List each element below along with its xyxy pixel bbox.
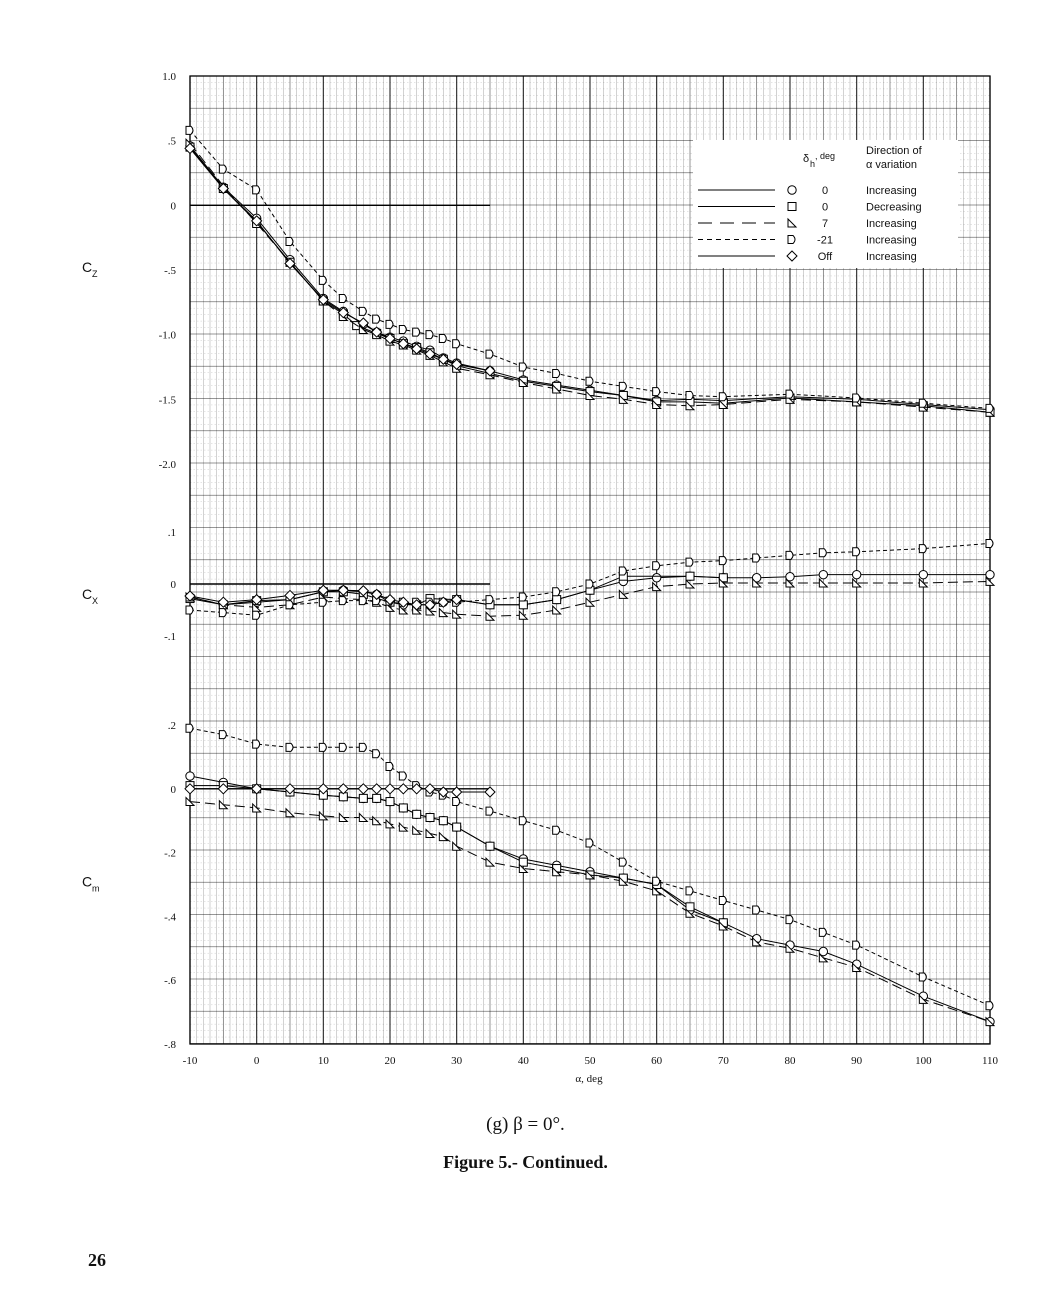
y-axis-label-subscript: X	[92, 596, 99, 606]
marker-flag	[486, 596, 493, 604]
marker-flag	[586, 580, 593, 588]
y-tick-label: -.4	[164, 911, 176, 924]
x-tick-label: 90	[851, 1055, 863, 1067]
marker-flag	[919, 399, 926, 407]
marker-flag	[986, 404, 993, 412]
x-tick-label: 60	[651, 1055, 663, 1067]
y-tick-label: -2.0	[158, 459, 176, 471]
y-axis-label: C	[82, 586, 93, 602]
marker-flag	[786, 916, 793, 924]
marker-flag	[339, 743, 346, 751]
marker-square	[686, 903, 694, 911]
y-tick-label: 1.0	[162, 71, 176, 83]
marker-flag	[653, 562, 660, 570]
marker-square	[686, 572, 694, 580]
marker-square	[359, 794, 367, 802]
marker-flag	[373, 315, 380, 323]
marker-flag	[286, 601, 293, 609]
marker-flag	[686, 391, 693, 399]
marker-flag	[686, 558, 693, 566]
x-tick-label: 110	[981, 1055, 999, 1067]
marker-flag	[219, 165, 226, 173]
marker-flag	[319, 276, 326, 284]
marker-flag	[453, 340, 460, 348]
marker-flag	[753, 906, 760, 914]
legend-dh-value: -21	[817, 234, 833, 247]
y-tick-label: -.6	[164, 975, 176, 988]
marker-flag	[373, 750, 380, 758]
marker-flag	[719, 557, 726, 565]
marker-square	[439, 817, 447, 825]
marker-flag	[486, 350, 493, 358]
marker-square	[788, 203, 796, 211]
x-tick-label: 40	[517, 1055, 529, 1067]
marker-flag	[253, 611, 260, 619]
y-axis-label-subscript: Z	[92, 269, 98, 279]
y-tick-label: .2	[167, 720, 176, 732]
marker-flag	[553, 588, 560, 596]
y-tick-label: 0	[170, 200, 176, 213]
y-tick-label: -1.0	[158, 329, 176, 342]
marker-flag	[619, 858, 626, 866]
marker-flag	[853, 941, 860, 949]
marker-flag	[553, 369, 560, 377]
y-tick-label: .5	[167, 135, 176, 148]
marker-flag	[286, 238, 293, 246]
marker-flag	[413, 328, 420, 336]
legend-header-direction: α variation	[866, 159, 917, 171]
marker-flag	[686, 887, 693, 895]
marker-flag	[786, 390, 793, 398]
marker-flag	[386, 762, 393, 770]
marker-flag	[319, 598, 326, 606]
marker-flag	[286, 743, 293, 751]
marker-flag	[339, 294, 346, 302]
marker-flag	[986, 1002, 993, 1010]
marker-circle	[986, 570, 994, 578]
marker-flag	[453, 798, 460, 806]
y-tick-label: -.5	[164, 265, 176, 277]
marker-square	[373, 794, 381, 802]
marker-square	[399, 804, 407, 812]
legend-dh-value: 0	[821, 201, 829, 214]
legend-header-direction: Direction of	[866, 145, 922, 157]
marker-flag	[653, 388, 660, 396]
marker-flag	[853, 394, 860, 402]
marker-flag	[359, 597, 366, 605]
legend-header-subscript: h	[810, 159, 816, 169]
marker-circle	[852, 570, 860, 578]
legend-header-symbol: δ	[803, 153, 810, 165]
marker-circle	[652, 574, 660, 582]
marker-flag	[339, 597, 346, 605]
marker-flag	[919, 545, 926, 553]
y-tick-label: .1	[167, 527, 176, 539]
marker-flag	[359, 743, 366, 751]
y-tick-label: -.8	[164, 1039, 176, 1051]
y-tick-label: -.2	[164, 847, 176, 860]
marker-flag	[786, 551, 793, 559]
marker-flag	[986, 539, 993, 547]
marker-circle	[186, 772, 194, 780]
y-tick-label: -.1	[164, 631, 176, 643]
marker-flag	[519, 363, 526, 371]
marker-circle	[788, 186, 796, 194]
marker-flag	[619, 382, 626, 390]
marker-flag	[186, 606, 193, 614]
marker-square	[386, 798, 394, 806]
legend-direction: Increasing	[866, 251, 917, 263]
marker-flag	[219, 609, 226, 617]
marker-flag	[719, 393, 726, 401]
marker-flag	[399, 325, 406, 333]
marker-square	[426, 814, 434, 822]
chart-legend	[693, 140, 958, 268]
x-axis-label: α, deg	[575, 1073, 603, 1085]
marker-flag	[586, 839, 593, 847]
marker-flag	[519, 817, 526, 825]
marker-flag	[386, 320, 393, 328]
marker-flag	[486, 807, 493, 815]
legend-dh-value: 7	[821, 218, 829, 230]
marker-flag	[619, 567, 626, 575]
legend-direction: Increasing	[866, 218, 917, 230]
x-tick-label: 10	[317, 1055, 329, 1067]
marker-flag	[253, 186, 260, 194]
marker-flag	[359, 307, 366, 315]
x-tick-label: 100	[915, 1055, 932, 1067]
legend-header-unit: , deg	[815, 151, 836, 161]
marker-square	[453, 823, 461, 831]
page-number: 26	[88, 1250, 106, 1270]
marker-flag	[819, 549, 826, 557]
marker-flag	[519, 593, 526, 601]
legend-dh-value: Off	[817, 251, 833, 263]
y-axis-label: C	[82, 259, 93, 275]
marker-circle	[919, 570, 927, 578]
marker-flag	[586, 377, 593, 385]
x-tick-label: 20	[384, 1055, 396, 1067]
y-axis-label: C	[82, 873, 93, 890]
legend-dh-value: 0	[821, 185, 829, 197]
figure-caption: Figure 5.- Continued.	[443, 1152, 608, 1172]
marker-square	[519, 601, 527, 609]
legend-direction: Increasing	[866, 234, 917, 247]
marker-flag	[426, 331, 433, 339]
marker-flag	[753, 554, 760, 562]
legend-direction: Increasing	[866, 185, 917, 197]
x-tick-label: 70	[717, 1055, 729, 1067]
x-tick-label: -10	[182, 1055, 198, 1067]
marker-square	[413, 810, 421, 818]
x-tick-label: 80	[784, 1055, 796, 1067]
marker-flag	[788, 236, 795, 244]
y-tick-label: -1.5	[158, 394, 176, 407]
marker-flag	[186, 724, 193, 732]
y-tick-label: 0	[170, 579, 176, 591]
legend-direction: Decreasing	[866, 201, 922, 214]
y-axis-label-subscript: m	[92, 883, 100, 894]
marker-flag	[319, 743, 326, 751]
figure-subcaption: (g) β = 0°.	[486, 1114, 565, 1135]
marker-flag	[719, 896, 726, 904]
marker-flag	[399, 772, 406, 780]
x-tick-label: 30	[451, 1055, 463, 1067]
marker-flag	[653, 877, 660, 885]
marker-square	[553, 596, 561, 604]
marker-flag	[439, 335, 446, 343]
marker-flag	[853, 548, 860, 556]
marker-flag	[919, 973, 926, 981]
marker-flag	[219, 731, 226, 739]
x-tick-label: 0	[253, 1055, 260, 1067]
x-tick-label: 50	[584, 1055, 596, 1067]
marker-flag	[253, 740, 260, 748]
marker-square	[486, 842, 494, 850]
marker-square	[519, 858, 527, 866]
marker-flag	[819, 928, 826, 936]
marker-flag	[186, 126, 193, 134]
marker-flag	[553, 826, 560, 834]
marker-circle	[819, 570, 827, 578]
y-tick-label: 0	[170, 783, 176, 796]
